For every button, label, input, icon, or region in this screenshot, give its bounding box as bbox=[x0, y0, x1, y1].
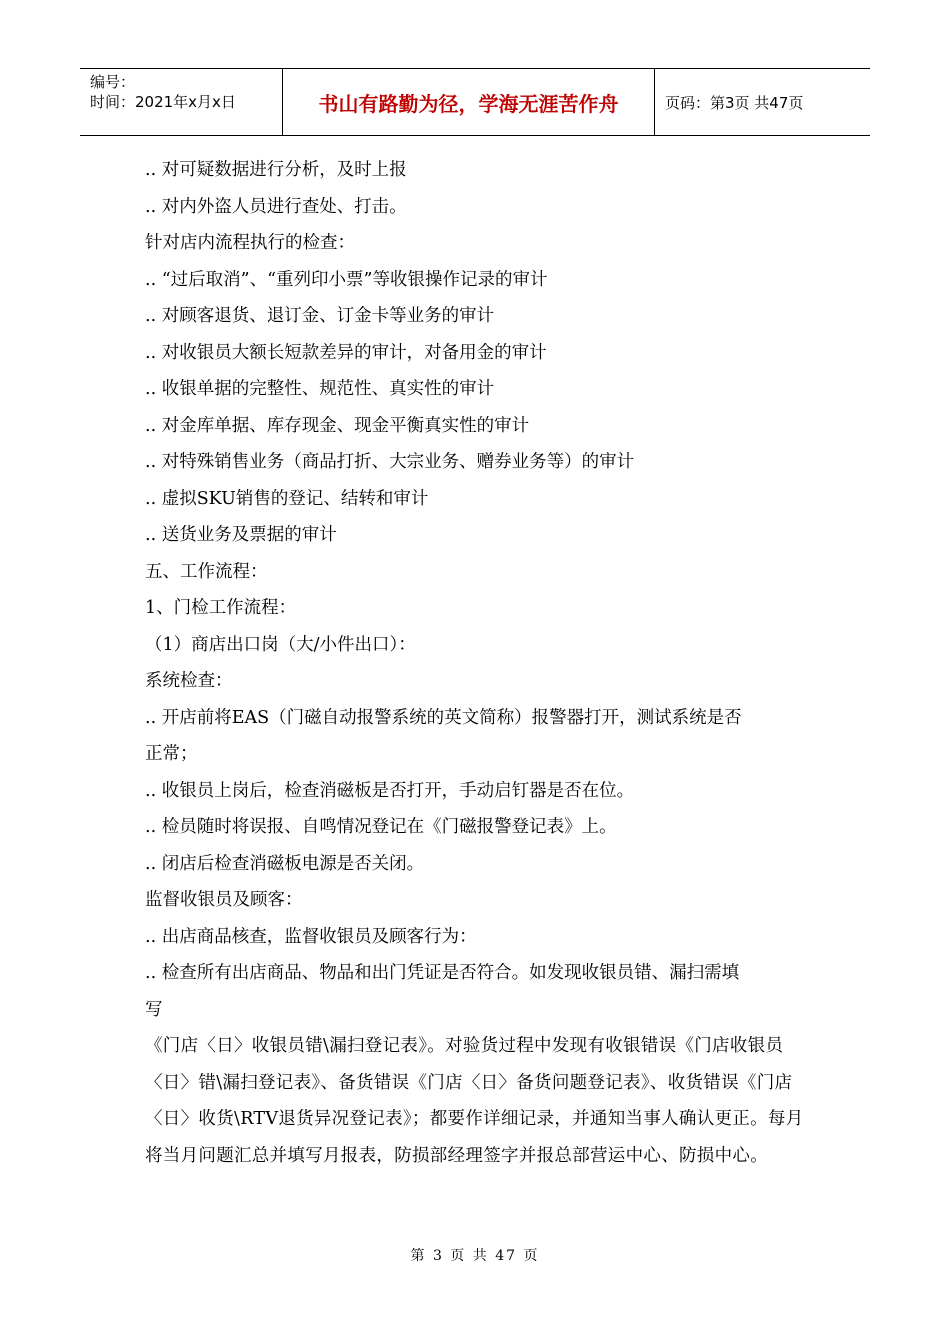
body-line: 正常； bbox=[145, 744, 198, 764]
body-line: .. 对可疑数据进行分析，及时上报 bbox=[145, 160, 407, 180]
body-line: 监督收银员及顾客： bbox=[145, 890, 303, 910]
body-line: .. 收银员上岗后，检查消磁板是否打开，手动启钉器是否在位。 bbox=[145, 780, 635, 801]
document-number-label: 编号： bbox=[90, 73, 136, 91]
body-line: .. 检查所有出店商品、物品和出门凭证是否符合。如发现收银员错、漏扫需填 bbox=[145, 963, 740, 983]
section-heading: 五、工作流程： bbox=[145, 561, 268, 582]
body-line: .. 对顾客退货、退订金、订金卡等业务的审计 bbox=[145, 306, 495, 326]
header-page-label: 页码：第3页 共47页 bbox=[665, 93, 804, 112]
page-header bbox=[80, 68, 870, 136]
body-line: .. 收银单据的完整性、规范性、真实性的审计 bbox=[145, 379, 495, 399]
header-meta bbox=[80, 69, 283, 135]
body-line: 系统检查： bbox=[145, 671, 233, 691]
document-date-label: 时间：2021年x月x日 bbox=[90, 93, 236, 111]
body-line: .. “过后取消”、“重列印小票”等收银操作记录的审计 bbox=[145, 269, 548, 290]
body-line: 针对店内流程执行的检查： bbox=[145, 233, 355, 253]
document-body bbox=[145, 152, 815, 1174]
footer-page-number: 第 3 页 共 47 页 bbox=[410, 1248, 540, 1264]
header-motto: 书山有路勤为径，学海无涯苦作舟 bbox=[283, 69, 655, 135]
body-line: .. 对内外盗人员进行查处、打击。 bbox=[145, 196, 407, 217]
body-line: .. 闭店后检查消磁板电源是否关闭。 bbox=[145, 853, 425, 874]
body-line: .. 送货业务及票据的审计 bbox=[145, 525, 337, 545]
subsection-heading: 1、门检工作流程： bbox=[145, 598, 297, 618]
body-line: .. 开店前将EAS（门磁自动报警系统的英文简称）报警器打开，测试系统是否 bbox=[145, 707, 742, 728]
page-footer bbox=[0, 1245, 950, 1265]
body-line: 写 bbox=[145, 999, 163, 1020]
body-line: .. 出店商品核查，监督收银员及顾客行为： bbox=[145, 926, 477, 947]
body-paragraph: 《门店〈日〉收银员错\漏扫登记表》。对验货过程中发现有收银错误《门店收银员〈日〉错\漏扫登记表》、备货错误《门店〈日〉备货问题登记表》、收货错误《门店〈日〉收货\RTV退货异况登记表》；都要作详细记录，并通知当事人确认更正。每月将当月问题汇总并填写月报表，防损部经理签字并报总部营运中心、防损中心。 bbox=[145, 1036, 804, 1166]
subsection-heading: （1）商店出口岗（大/小件出口）： bbox=[145, 634, 416, 655]
body-line: .. 对金库单据、库存现金、现金平衡真实性的审计 bbox=[145, 415, 530, 436]
body-line: .. 检员随时将误报、自鸣情况登记在《门磁报警登记表》上。 bbox=[145, 817, 617, 837]
body-line: .. 对收银员大额长短款差异的审计，对备用金的审计 bbox=[145, 342, 547, 363]
body-line: .. 对特殊销售业务（商品打折、大宗业务、赠券业务等）的审计 bbox=[145, 452, 635, 472]
body-line: .. 虚拟SKU销售的登记、结转和审计 bbox=[145, 488, 429, 509]
